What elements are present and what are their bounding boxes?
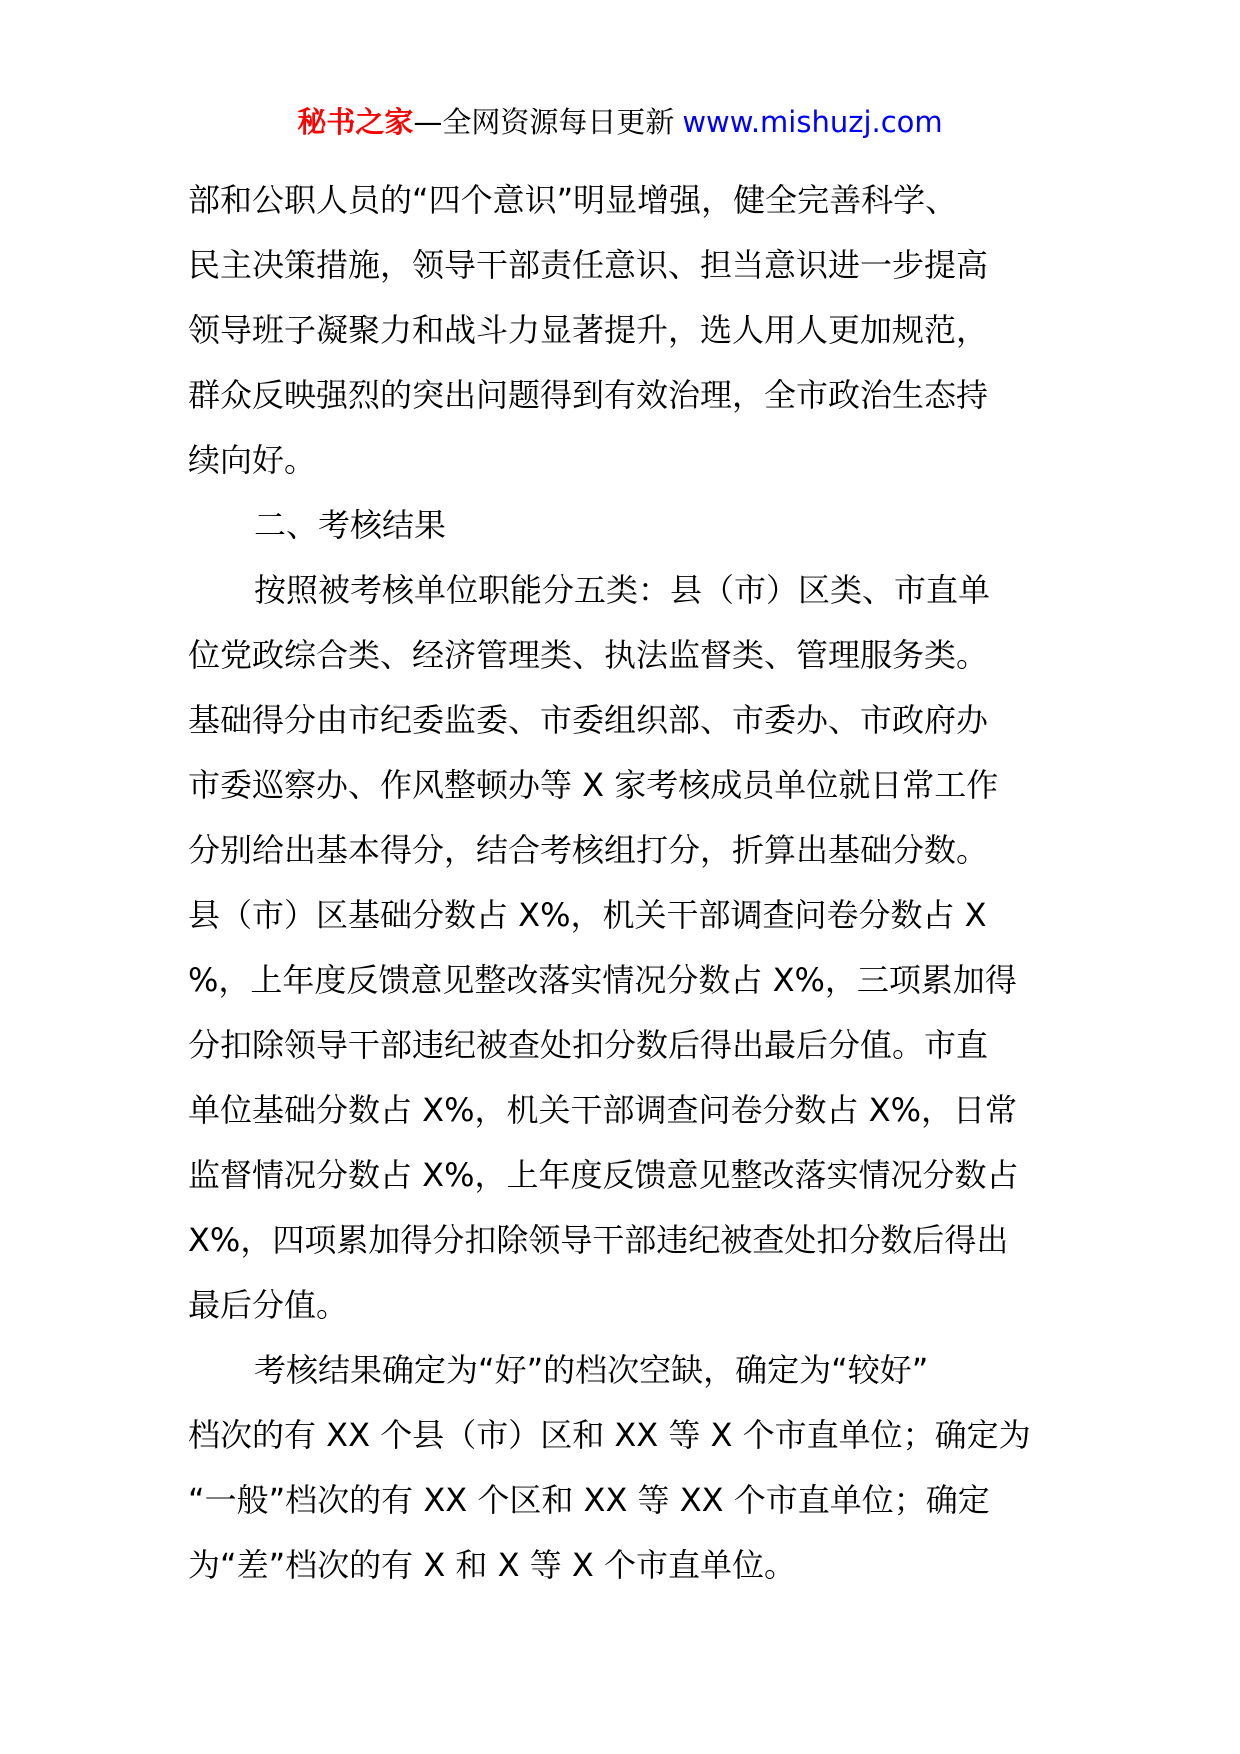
body-line: 分扣除领导干部违纪被查处扣分数后得出最后分值。市直 <box>188 1026 989 1064</box>
body-line: 市委巡察办、作风整顿办等 X 家考核成员单位就日常工作 <box>188 766 999 804</box>
body-line: 考核结果确定为“好”的档次空缺，确定为“较好” <box>254 1351 929 1389</box>
body-line: 档次的有 XX 个县（市）区和 XX 等 X 个市直单位；确定为 <box>188 1416 1031 1454</box>
body-line: 单位基础分数占 X%，机关干部调查问卷分数占 X%，日常 <box>188 1091 1018 1129</box>
body-line: 最后分值。 <box>188 1286 349 1324</box>
body-line: 续向好。 <box>188 441 317 479</box>
body-line: 为“差”档次的有 X 和 X 等 X 个市直单位。 <box>188 1546 796 1584</box>
body-line: 监督情况分数占 X%，上年度反馈意见整改落实情况分数占 <box>188 1156 1019 1194</box>
header-tagline: —全网资源每日更新 <box>413 105 675 139</box>
body-line: “一般”档次的有 XX 个区和 XX 等 XX 个市直单位；确定 <box>188 1481 990 1519</box>
section-heading: 二、考核结果 <box>254 506 447 544</box>
body-line: %，上年度反馈意见整改落实情况分数占 X%，三项累加得 <box>188 961 1017 999</box>
body-line: 位党政综合类、经济管理类、执法监督类、管理服务类。 <box>188 636 989 674</box>
document-body <box>188 168 1058 1598</box>
body-line: 领导班子凝聚力和战斗力显著提升，选人用人更加规范， <box>188 311 989 349</box>
site-url-link[interactable]: www.mishuzj.com <box>682 105 943 139</box>
body-line: 群众反映强烈的突出问题得到有效治理，全市政治生态持 <box>188 376 989 414</box>
body-line: 基础得分由市纪委监委、市委组织部、市委办、市政府办 <box>188 701 989 739</box>
brand-name: 秘书之家 <box>297 105 414 139</box>
body-line: 县（市）区基础分数占 X%，机关干部调查问卷分数占 X <box>188 896 987 934</box>
body-line: X%，四项累加得分扣除领导干部违纪被查处扣分数后得出 <box>188 1221 1009 1259</box>
body-line: 部和公职人员的“四个意识”明显增强，健全完善科学、 <box>188 181 958 219</box>
body-line: 民主决策措施，领导干部责任意识、担当意识进一步提高 <box>188 246 989 284</box>
site-header <box>0 102 1240 142</box>
body-line: 分别给出基本得分，结合考核组打分，折算出基础分数。 <box>188 831 989 869</box>
body-line: 按照被考核单位职能分五类：县（市）区类、市直单 <box>254 571 991 609</box>
